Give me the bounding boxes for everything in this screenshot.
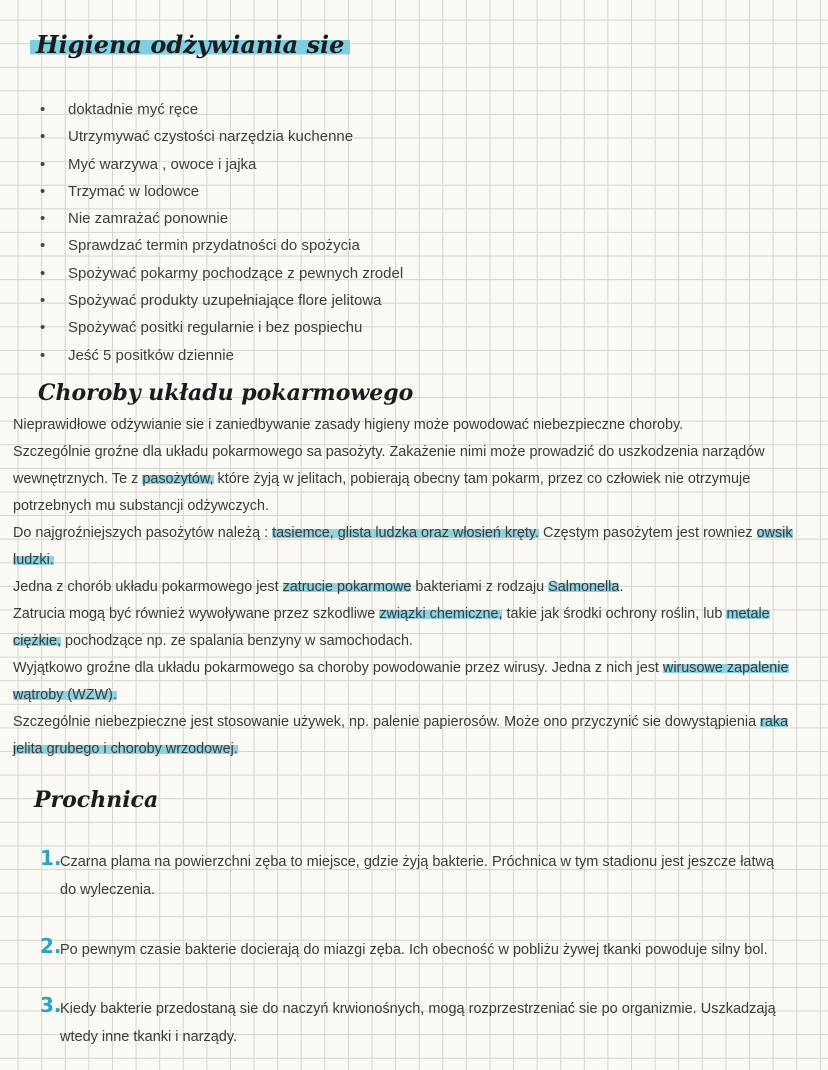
highlight: owsik ludzki. bbox=[13, 525, 793, 568]
caries-step bbox=[40, 848, 790, 904]
caries-step bbox=[40, 936, 790, 964]
paragraph: Szczególnie groźne dla układu pokarmowego sa pasożyty. Zakażenie nimi może prowadzić do uszkodzenia narządów wewnętrznych. Te z pasożytów, które żyją w jelitach, pobierają obecny tam pokarm, przez co człowiek nie otrzymuje potrzebnych mu substancji odżywczych. bbox=[13, 444, 765, 514]
highlight: tasiemce, glista ludzka oraz włosień kręty. bbox=[272, 525, 540, 541]
list-item: • Myć warzywa , owoce i jajka bbox=[38, 151, 403, 178]
heading-diseases: Choroby układu pokarmowego bbox=[38, 380, 414, 406]
paragraph: Do najgroźniejszych pasożytów należą : tasiemce, glista ludzka oraz włosień kręty. Częstym pasożytem jest rowniez owsik ludzki. bbox=[13, 525, 793, 568]
caries-step bbox=[40, 995, 790, 1051]
step-text: Kiedy bakterie przedostaną sie do naczyń krwionośnych, mogą rozprzestrzeniać sie po organizmie. Uszkadzają wtedy inne tkanki i narządy. bbox=[60, 1001, 776, 1045]
paragraph: Nieprawidłowe odżywianie sie i zaniedbywanie zasady higieny może powodować niebezpieczne choroby. bbox=[13, 417, 684, 433]
list-item: • Nie zamrażać ponownie bbox=[38, 205, 403, 232]
list-item: • Spożywać pokarmy pochodzące z pewnych zrodel bbox=[38, 260, 403, 287]
highlight: wirusowe zapalenie wątroby (WZW). bbox=[13, 660, 789, 703]
step-text: Czarna plama na powierzchni zęba to miejsce, gdzie żyją bakterie. Próchnica w tym stadionu jest jeszcze łatwą do wyleczenia. bbox=[60, 854, 775, 898]
heading-caries: Prochnica bbox=[34, 787, 159, 813]
step-number: 1. bbox=[40, 846, 62, 870]
highlight: pasożytów, bbox=[142, 471, 214, 487]
heading-hygiene: Higiena odżywiania sie bbox=[30, 30, 350, 59]
list-item: • Jeść 5 positków dziennie bbox=[38, 342, 403, 369]
list-item: • Sprawdzać termin przydatności do spożycia bbox=[38, 232, 403, 259]
diseases-text bbox=[13, 412, 803, 763]
highlight: metale ciężkie, bbox=[13, 606, 770, 649]
highlight: raka jelita grubego i choroby wrzodowej. bbox=[13, 714, 789, 757]
paragraph: Wyjątkowo groźne dla układu pokarmowego sa choroby powodowanie przez wirusy. Jedna z nich jest wirusowe zapalenie wątroby (WZW). bbox=[13, 660, 789, 703]
hygiene-list bbox=[38, 96, 403, 369]
list-item: • Trzymać w lodowce bbox=[38, 178, 403, 205]
step-number: 3. bbox=[40, 993, 62, 1017]
list-item: • doktadnie myć ręce bbox=[38, 96, 403, 123]
list-item: • Spożywać produkty uzupełniające flore jelitowa bbox=[38, 287, 403, 314]
highlight: związki chemiczne, bbox=[379, 606, 503, 622]
list-item: • Utrzymywać czystości narzędzia kuchenne bbox=[38, 123, 403, 150]
highlight: zatrucie pokarmowe bbox=[282, 579, 412, 595]
highlight: Salmonella bbox=[548, 579, 620, 595]
step-number: 2. bbox=[40, 934, 62, 958]
step-text: Po pewnym czasie bakterie docierają do miazgi zęba. Ich obecność w pobliżu żywej tkanki powoduje silny bol. bbox=[60, 942, 768, 958]
list-item: • Spożywać positki regularnie i bez pospiechu bbox=[38, 314, 403, 341]
paragraph: Szczególnie niebezpieczne jest stosowanie używek, np. palenie papierosów. Może ono przyczynić sie dowystąpienia raka jelita grubego i choroby wrzodowej. bbox=[13, 714, 789, 757]
paragraph: Jedna z chorób układu pokarmowego jest zatrucie pokarmowe bakteriami z rodzaju Salmonella. bbox=[13, 579, 624, 595]
paragraph: Zatrucia mogą być również wywoływane przez szkodliwe związki chemiczne, takie jak środki ochrony roślin, lub metale ciężkie, pochodzące np. ze spalania benzyny w samochodach. bbox=[13, 606, 770, 649]
